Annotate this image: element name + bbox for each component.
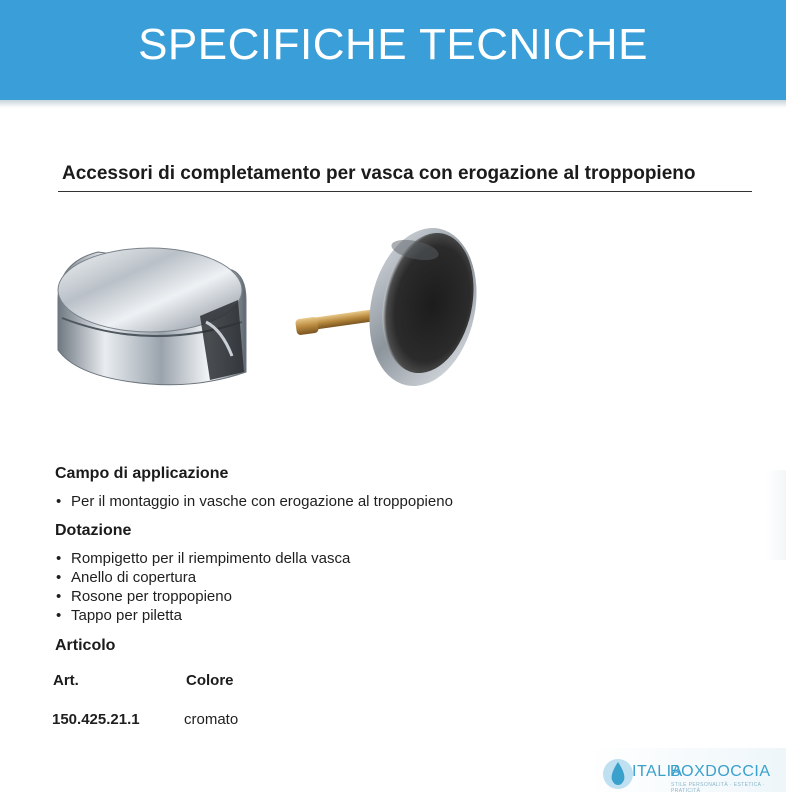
list-item: • Anello di copertura [55,568,350,587]
brand-logo [588,748,786,792]
list-item: • Tappo per piletta [55,606,350,625]
page-title: SPECIFICHE TECNICHE [138,20,648,69]
list-item: • Rompigetto per il riempimento della vasca [55,549,350,568]
plug-image [295,218,491,396]
logo-boxdoccia: BOXDOCCIA [670,763,771,780]
list-item: • Rosone per troppopieno [55,587,350,606]
logo-tagline: STILE PERSONALITÀ · ESTETICA · PRATICITÀ [671,782,765,794]
logo-italia: ITALIA [632,763,683,780]
dotazione-heading: Dotazione [55,522,132,539]
edge-fade [766,470,786,560]
column-header-art: Art. [53,672,79,689]
column-header-colore: Colore [186,672,234,689]
campo-list [55,492,453,511]
dotazione-list [55,549,350,625]
table-cell-art: 150.425.21.1 [52,711,140,728]
campo-heading: Campo di applicazione [55,465,229,482]
articolo-heading: Articolo [55,637,116,654]
section-title: Accessori di completamento per vasca con erogazione al troppopieno [62,163,696,184]
table-cell-colore: cromato [184,711,239,728]
list-item: • Per il montaggio in vasche con erogazione al troppopieno [55,492,453,511]
spout-cover-image [58,248,246,385]
